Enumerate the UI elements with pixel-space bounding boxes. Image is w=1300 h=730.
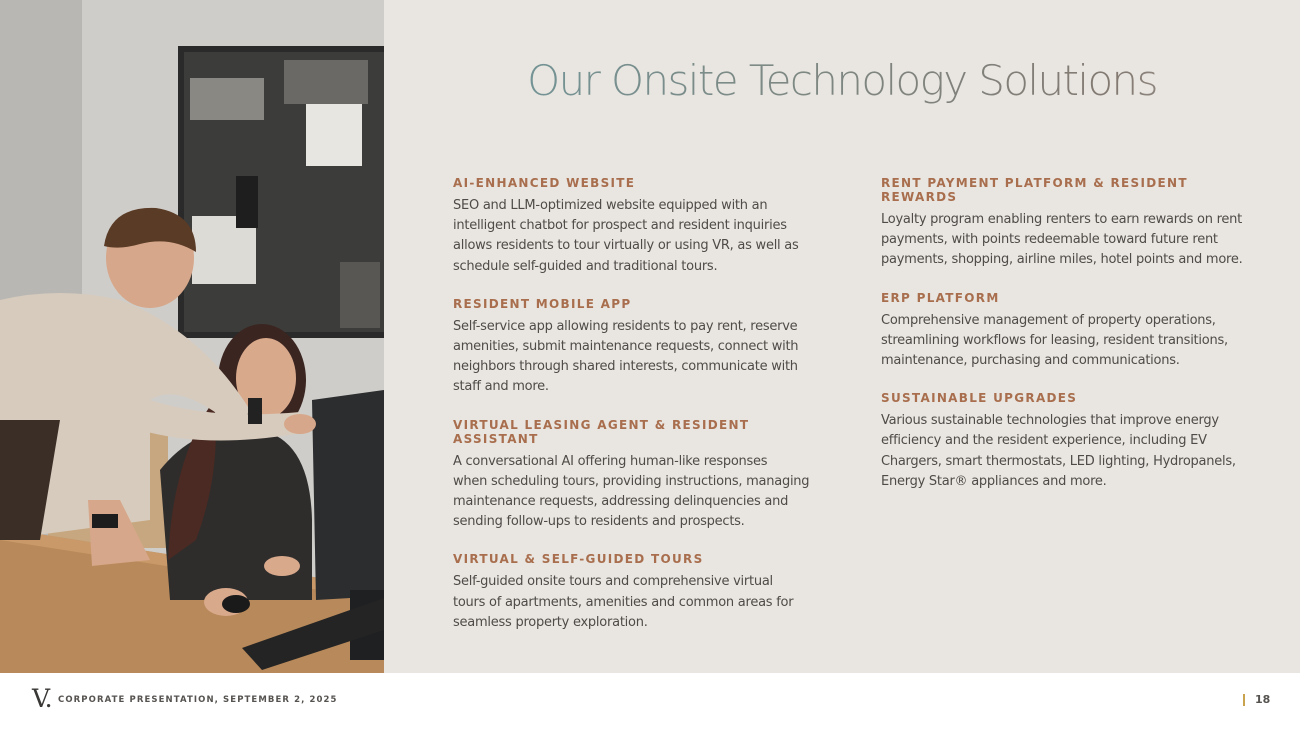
section-virtual-tours xyxy=(453,552,823,633)
body-line: tours of apartments, amenities and common areas for xyxy=(453,594,794,610)
footer xyxy=(0,673,1300,730)
body-line: allows residents to tour virtually or using VR, as well as xyxy=(453,238,799,254)
section-ai-website xyxy=(453,176,823,277)
body-line: staff and more. xyxy=(453,379,549,395)
body-line: maintenance requests, addressing delinquencies and xyxy=(453,494,789,510)
body-line: SEO and LLM-optimized website equipped with an xyxy=(453,198,768,213)
left-column xyxy=(453,176,823,653)
body-line: Loyalty program enabling renters to earn rewards on rent xyxy=(881,212,1243,227)
section-erp-platform xyxy=(881,291,1261,372)
right-column xyxy=(881,176,1261,512)
company-logo: V. xyxy=(32,684,52,713)
body-line: A conversational AI offering human-like responses xyxy=(453,453,768,469)
body-line: payments, shopping, airline miles, hotel points and more. xyxy=(881,252,1243,268)
office-photo xyxy=(0,0,384,673)
body-line: when scheduling tours, providing instructions, managing xyxy=(453,473,810,489)
section-heading: ERP PLATFORM xyxy=(881,290,1000,305)
section-virtual-leasing-agent xyxy=(453,418,823,533)
body-line: seamless property exploration. xyxy=(453,614,648,630)
body-line: Self-guided onsite tours and comprehensive virtual xyxy=(453,574,773,590)
section-body xyxy=(881,311,1261,372)
section-body xyxy=(453,572,823,633)
office-photo-illustration xyxy=(0,0,384,673)
body-line: Chargers, smart thermostats, LED lighting, Hydropanels, xyxy=(881,453,1236,469)
section-heading: VIRTUAL LEASING AGENT & RESIDENT ASSISTANT xyxy=(453,417,750,446)
footer-caption: CORPORATE PRESENTATION, SEPTEMBER 2, 2025 xyxy=(58,695,338,705)
section-body xyxy=(453,317,823,398)
body-line: neighbors through shared interests, communicate with xyxy=(453,359,798,375)
body-line: Comprehensive management of property operations, xyxy=(881,312,1216,328)
body-line: maintenance, purchasing and communications. xyxy=(881,353,1180,369)
body-line: payments, with points redeemable toward future rent xyxy=(881,232,1218,248)
slide-content xyxy=(384,0,1300,673)
section-heading: RENT PAYMENT PLATFORM & RESIDENT REWARDS xyxy=(881,176,1188,204)
body-line: intelligent chatbot for prospect and resident inquiries xyxy=(453,218,787,234)
body-line: Self-service app allowing residents to pay rent, reserve xyxy=(453,318,798,334)
body-line: schedule self-guided and traditional tours. xyxy=(453,258,718,274)
body-line: Various sustainable technologies that improve energy xyxy=(881,413,1219,429)
section-body xyxy=(453,196,823,277)
section-heading: VIRTUAL & SELF-GUIDED TOURS xyxy=(453,552,704,567)
body-line: Energy Star® appliances and more. xyxy=(881,473,1107,489)
page-number-divider xyxy=(1243,694,1245,706)
section-rent-payment xyxy=(881,176,1261,271)
section-body xyxy=(453,452,823,533)
body-line: sending follow-ups to residents and prospects. xyxy=(453,514,745,530)
slide-title: Our Onsite Technology Solutions xyxy=(384,54,1300,108)
section-body xyxy=(881,210,1261,271)
section-heading: RESIDENT MOBILE APP xyxy=(453,296,632,311)
page-number: 18 xyxy=(1255,693,1271,706)
section-sustainable-upgrades xyxy=(881,391,1261,492)
body-line: amenities, submit maintenance requests, connect with xyxy=(453,339,799,355)
body-line: efficiency and the resident experience, including EV xyxy=(881,433,1207,449)
section-mobile-app xyxy=(453,297,823,398)
section-body xyxy=(881,411,1261,492)
section-heading: SUSTAINABLE UPGRADES xyxy=(881,391,1078,406)
body-line: streamlining workflows for leasing, resident transitions, xyxy=(881,332,1228,348)
section-heading: AI-ENHANCED WEBSITE xyxy=(453,176,636,190)
